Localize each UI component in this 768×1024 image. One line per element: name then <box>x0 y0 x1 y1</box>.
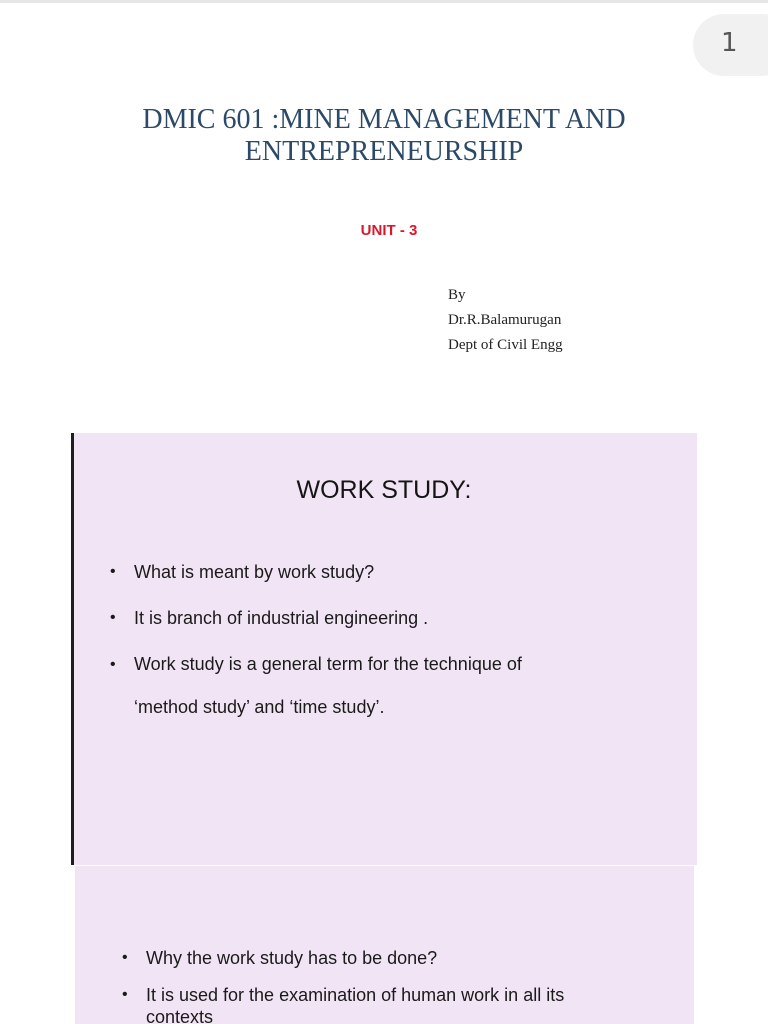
slide-2-bullet-list <box>122 947 564 1024</box>
list-item <box>110 607 522 629</box>
bullet-text: It is used for the examination of human work in all its <box>146 985 565 1005</box>
list-item <box>122 984 564 1024</box>
bullet-text: It is branch of industrial engineering . <box>134 608 429 628</box>
bullet-text: Why the work study has to be done? <box>146 948 438 968</box>
document-title <box>84 104 684 168</box>
bullet-icon: • <box>122 986 128 1003</box>
slide-1-bullet-list <box>110 561 522 753</box>
bullet-icon: • <box>110 656 116 673</box>
bullet-icon: • <box>122 949 128 966</box>
top-divider <box>0 0 768 3</box>
author-by: By <box>448 287 466 303</box>
author-block <box>448 283 563 358</box>
page-number-badge <box>693 14 768 76</box>
bullet-text-continuation: ‘method study’ and ‘time study’. <box>134 697 385 717</box>
title-line-1: DMIC 601 :MINE MANAGEMENT AND <box>142 104 626 135</box>
unit-label: UNIT - 3 <box>360 222 418 239</box>
bullet-icon: • <box>110 563 116 580</box>
page-number: 1 <box>721 28 738 58</box>
bullet-text: Work study is a general term for the technique of <box>134 654 522 674</box>
author-name: Dr.R.Balamurugan <box>448 312 562 328</box>
list-item <box>122 947 564 969</box>
bullet-icon: • <box>110 609 116 626</box>
title-line-2: ENTREPRENEURSHIP <box>244 136 524 167</box>
list-item <box>110 643 522 729</box>
bullet-text-continuation: contexts <box>146 1007 214 1024</box>
list-item <box>110 561 522 583</box>
slide-heading: WORK STUDY: <box>296 476 472 504</box>
author-dept: Dept of Civil Engg <box>448 337 563 353</box>
bullet-text: What is meant by work study? <box>134 562 375 582</box>
